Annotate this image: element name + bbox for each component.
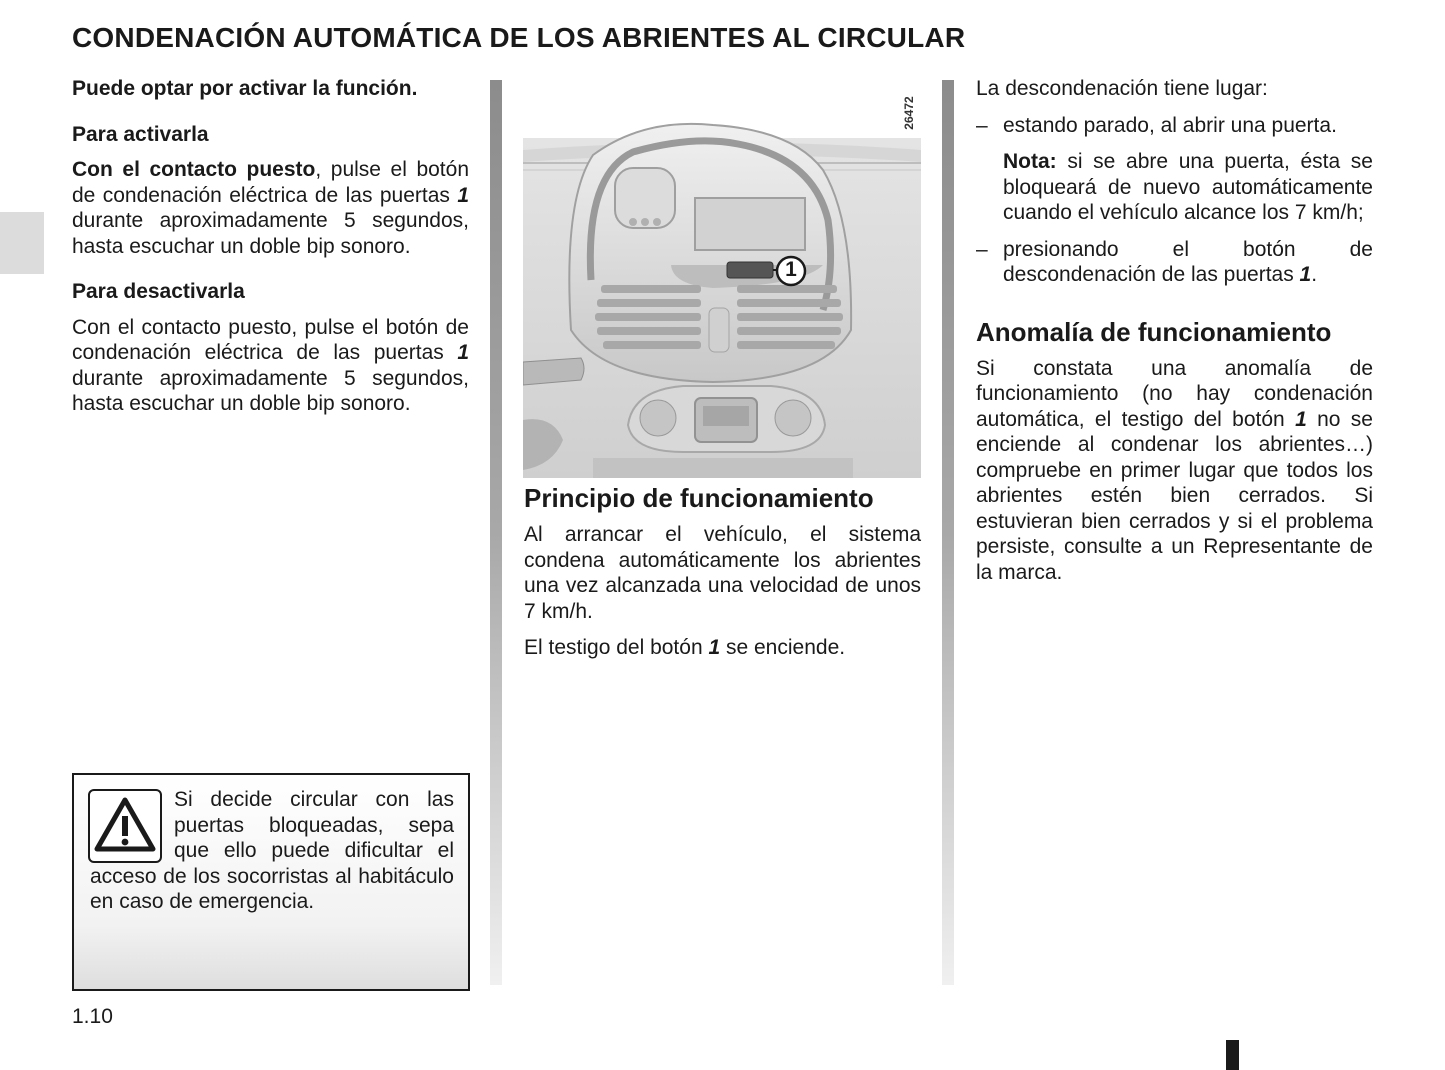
middle-column xyxy=(524,482,921,672)
dash-mark: – xyxy=(976,113,988,137)
warning-box xyxy=(72,773,470,991)
unlock-item-door-text: estando parado, al abrir una puerta. xyxy=(1003,113,1337,137)
activate-lead: Con el contacto puesto xyxy=(72,158,316,181)
page-number: 1.10 xyxy=(72,1005,113,1028)
malfunction-text-b: no se enciende al condenar los abrientes…) compruebe en primer lugar que todos los abrientes estén bien cerrados. Si estuvieran bien cerrados y si el problema persiste, consulte a un Representante de la marca. xyxy=(976,407,1373,584)
unlock-item-button xyxy=(976,237,1373,288)
column-divider-left xyxy=(490,80,502,985)
button-ref: 1 xyxy=(457,183,469,207)
figure-code: 26472 xyxy=(902,96,916,130)
activate-heading: Para activarla xyxy=(72,122,209,146)
malfunction-heading: Anomalía de funcionamiento xyxy=(976,316,1332,347)
indicator-text-a: El testigo del botón xyxy=(524,636,709,659)
principle-paragraph: Al arrancar el vehículo, el sistema condena automáticamente los abrientes una vez alcanzada una velocidad de unos 7 km/h. xyxy=(524,523,921,623)
indicator-text-b: se enciende. xyxy=(720,636,846,659)
activate-text-a: , pulse el botón de condenación eléctrica de las puertas xyxy=(72,158,469,207)
activate-text-b: durante aproximadamente 5 segundos, hasta escuchar un doble bip sonoro. xyxy=(72,209,469,258)
button-ref: 1 xyxy=(1299,263,1312,286)
indicator-paragraph xyxy=(524,635,921,661)
unlock-item-button-text-b: . xyxy=(1311,263,1318,286)
unlock-intro: La descondenación tiene lugar: xyxy=(976,77,1268,100)
button-ref: 1 xyxy=(1295,407,1307,431)
right-column xyxy=(976,76,1373,596)
deactivate-heading: Para desactivarla xyxy=(72,280,245,303)
principle-heading: Principio de funcionamiento xyxy=(524,483,874,513)
note-label: Nota: xyxy=(1003,150,1057,173)
dash-mark: – xyxy=(976,237,988,261)
activate-paragraph xyxy=(72,157,469,259)
malfunction-text-a: Si constata una anomalía de funcionamiento (no hay condenación automática, el testigo del botón xyxy=(976,356,1373,431)
unlock-item-button-text-a: presionando el botón de descondenación de las puertas xyxy=(1003,237,1373,286)
intro-text: Puede optar por activar la función. xyxy=(72,77,418,100)
figure-callout: 1 xyxy=(785,258,797,281)
warning-triangle-icon xyxy=(88,789,162,863)
malfunction-paragraph xyxy=(976,356,1373,586)
warning-text: Si decide circular con las puertas bloqueadas, sepa que ello puede dificultar el acceso de los socorristas al habitáculo en caso de emergencia. xyxy=(90,788,454,913)
note-paragraph xyxy=(976,149,1373,226)
corner-mark xyxy=(1226,1040,1239,1070)
page-title: CONDENACIÓN AUTOMÁTICA DE LOS ABRIENTES AL CIRCULAR xyxy=(72,22,966,53)
column-divider-right xyxy=(942,80,954,985)
chapter-tab xyxy=(0,212,44,274)
button-ref: 1 xyxy=(708,636,721,659)
deactivate-text-b: durante aproximadamente 5 segundos, hasta escuchar un doble bip sonoro. xyxy=(72,366,469,415)
note-text: si se abre una puerta, ésta se bloqueará de nuevo automáticamente cuando el vehículo alcance los 7 km/h; xyxy=(1003,150,1373,224)
button-ref: 1 xyxy=(457,341,469,364)
left-column xyxy=(72,76,469,428)
deactivate-paragraph xyxy=(72,315,469,417)
unlock-item-door xyxy=(976,113,1373,139)
dashboard-illustration xyxy=(523,80,921,478)
deactivate-text-a: Con el contacto puesto, pulse el botón de condenación eléctrica de las puertas xyxy=(72,315,469,364)
